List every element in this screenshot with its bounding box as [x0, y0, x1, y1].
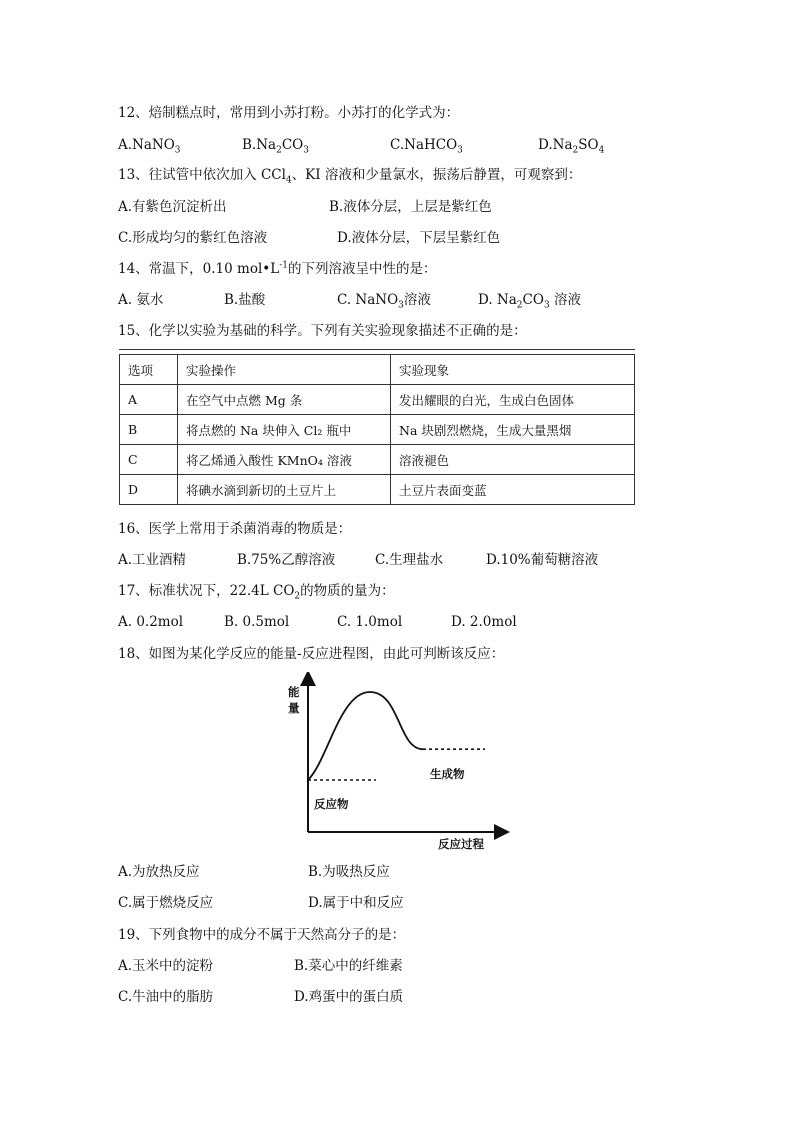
q17-stem-sub: 2 [294, 591, 301, 602]
q14-stem-sup: -1 [279, 260, 288, 271]
q16-option-d: D.10%葡萄糖溶液 [486, 552, 599, 568]
q19-option-b: B.菜心中的纤维素 [294, 958, 403, 974]
q16-option-c: C.生理盐水 [375, 552, 444, 568]
q14-option-d-sub: 2 [516, 300, 523, 311]
experiment-table [119, 354, 635, 505]
product-label: 生成物 [430, 767, 465, 781]
table-header-operation: 实验操作 [178, 355, 391, 385]
q12-option-c [390, 136, 463, 154]
q12-option-d-text: D.Na [538, 137, 573, 153]
q18-option-d: D.属于中和反应 [308, 895, 404, 911]
table-top-rule [119, 349, 635, 350]
table-cell: D [120, 475, 178, 505]
q15-stem: 15、化学以实验为基础的科学。下列有关实验现象描述不正确的是： [118, 323, 527, 339]
table-cell: A [120, 385, 178, 415]
q16-option-b: B.75%乙醇溶液 [237, 552, 336, 568]
q14-option-d-sub2: 3 [543, 300, 550, 311]
table-row [120, 385, 635, 415]
q14-option-d-text: D. Na [478, 292, 517, 308]
q14-option-b: B.盐酸 [224, 292, 266, 308]
q17-option-c: C. 1.0mol [337, 614, 403, 630]
table-row [120, 415, 635, 445]
q14-option-c-sub: 3 [398, 300, 404, 311]
q14-option-c-text2: 溶液 [403, 292, 431, 308]
q14-option-d-text2: CO [522, 292, 544, 308]
q12-option-b [242, 136, 309, 154]
table-cell: 溶液褪色 [391, 445, 635, 475]
q14-option-c [337, 291, 431, 309]
q12-option-d-sub2: 4 [598, 145, 605, 156]
y-axis-label-1: 能 [288, 685, 300, 699]
q17-stem-a: 17、标准状况下，22.4L CO [118, 583, 295, 599]
q19-option-c: C.牛油中的脂肪 [118, 989, 214, 1005]
q12-option-b-text2: CO [281, 137, 304, 153]
q14-stem-a: 14、常温下，0.10 mol•L [118, 261, 280, 277]
q12-option-d [538, 136, 604, 154]
table-cell: 将碘水滴到新切的土豆片上 [178, 475, 391, 505]
x-axis-label: 反应过程 [438, 837, 484, 851]
table-cell: C [120, 445, 178, 475]
energy-diagram [280, 672, 520, 862]
q14-stem [118, 260, 436, 278]
q14-option-a: A. 氨水 [118, 292, 164, 308]
q17-option-a: A. 0.2mol [118, 614, 184, 630]
q16-option-a: A.工业酒精 [118, 552, 187, 568]
table-row [120, 445, 635, 475]
q13-option-c: C.形成均匀的紫红色溶液 [118, 230, 268, 246]
y-axis-label-2: 量 [288, 701, 300, 715]
q16-stem: 16、医学上常用于杀菌消毒的物质是： [118, 521, 352, 537]
q12-option-a-text: A.NaNO [118, 137, 175, 153]
q13-option-b: B.液体分层，上层是紫红色 [329, 199, 492, 215]
table-cell: 在空气中点燃 Mg 条 [178, 385, 391, 415]
q13-stem-sub: 4 [285, 175, 292, 186]
q17-stem [118, 582, 395, 600]
energy-diagram-svg [280, 672, 520, 862]
q13-option-a: A.有紫色沉淀析出 [118, 199, 227, 215]
reactant-label: 反应物 [314, 797, 349, 811]
q13-stem-b: 、KI 溶液和少量氯水，振荡后静置，可观察到： [291, 167, 582, 183]
q12-option-a-sub: 3 [174, 145, 181, 156]
table-header-row [120, 355, 635, 385]
table-header-option: 选项 [120, 355, 178, 385]
q12-option-b-sub: 2 [276, 145, 282, 156]
q19-option-d: D.鸡蛋中的蛋白质 [294, 989, 404, 1005]
energy-curve [308, 692, 423, 780]
q12-option-d-text2: SO [578, 137, 599, 153]
table-cell: 将点燃的 Na 块伸入 Cl₂ 瓶中 [178, 415, 391, 445]
q18-stem: 18、如图为某化学反应的能量-反应进程图，由此可判断该反应： [118, 646, 505, 662]
q19-option-a: A.玉米中的淀粉 [118, 958, 214, 974]
q17-option-b: B. 0.5mol [224, 614, 290, 630]
q12-option-a [118, 136, 181, 154]
table-row [120, 475, 635, 505]
q12-option-b-sub2: 3 [303, 145, 309, 156]
table-cell: B [120, 415, 178, 445]
q13-option-d: D.液体分层，下层呈紫红色 [337, 230, 501, 246]
q12-stem: 12、焙制糕点时，常用到小苏打粉。小苏打的化学式为： [118, 105, 460, 121]
q18-option-c: C.属于燃烧反应 [118, 895, 214, 911]
q12-option-c-text: C.NaHCO [390, 137, 458, 153]
q12-option-c-sub: 3 [457, 145, 463, 156]
q19-stem: 19、下列食物中的成分不属于天然高分子的是： [118, 927, 406, 943]
q18-option-a: A.为放热反应 [118, 864, 200, 880]
q14-option-d-text3: 溶液 [549, 292, 581, 308]
q17-option-d: D. 2.0mol [451, 614, 517, 630]
q12-option-b-text: B.Na [242, 137, 277, 153]
table-cell: 发出耀眼的白光，生成白色固体 [391, 385, 635, 415]
table-cell: 将乙烯通入酸性 KMnO₄ 溶液 [178, 445, 391, 475]
table-cell: Na 块剧烈燃烧，生成大量黑烟 [391, 415, 635, 445]
q18-option-b: B.为吸热反应 [308, 864, 390, 880]
q17-stem-b: 的物质的量为： [300, 583, 395, 599]
q14-stem-b: 的下列溶液呈中性的是： [287, 261, 437, 277]
q14-option-c-text: C. NaNO [337, 292, 399, 308]
q13-stem [118, 166, 581, 184]
q14-option-d [478, 291, 581, 309]
table-header-phenomenon: 实验现象 [391, 355, 635, 385]
table-cell: 土豆片表面变蓝 [391, 475, 635, 505]
q13-stem-a: 13、往试管中依次加入 CCl [118, 167, 286, 183]
q12-option-d-sub: 2 [572, 145, 579, 156]
